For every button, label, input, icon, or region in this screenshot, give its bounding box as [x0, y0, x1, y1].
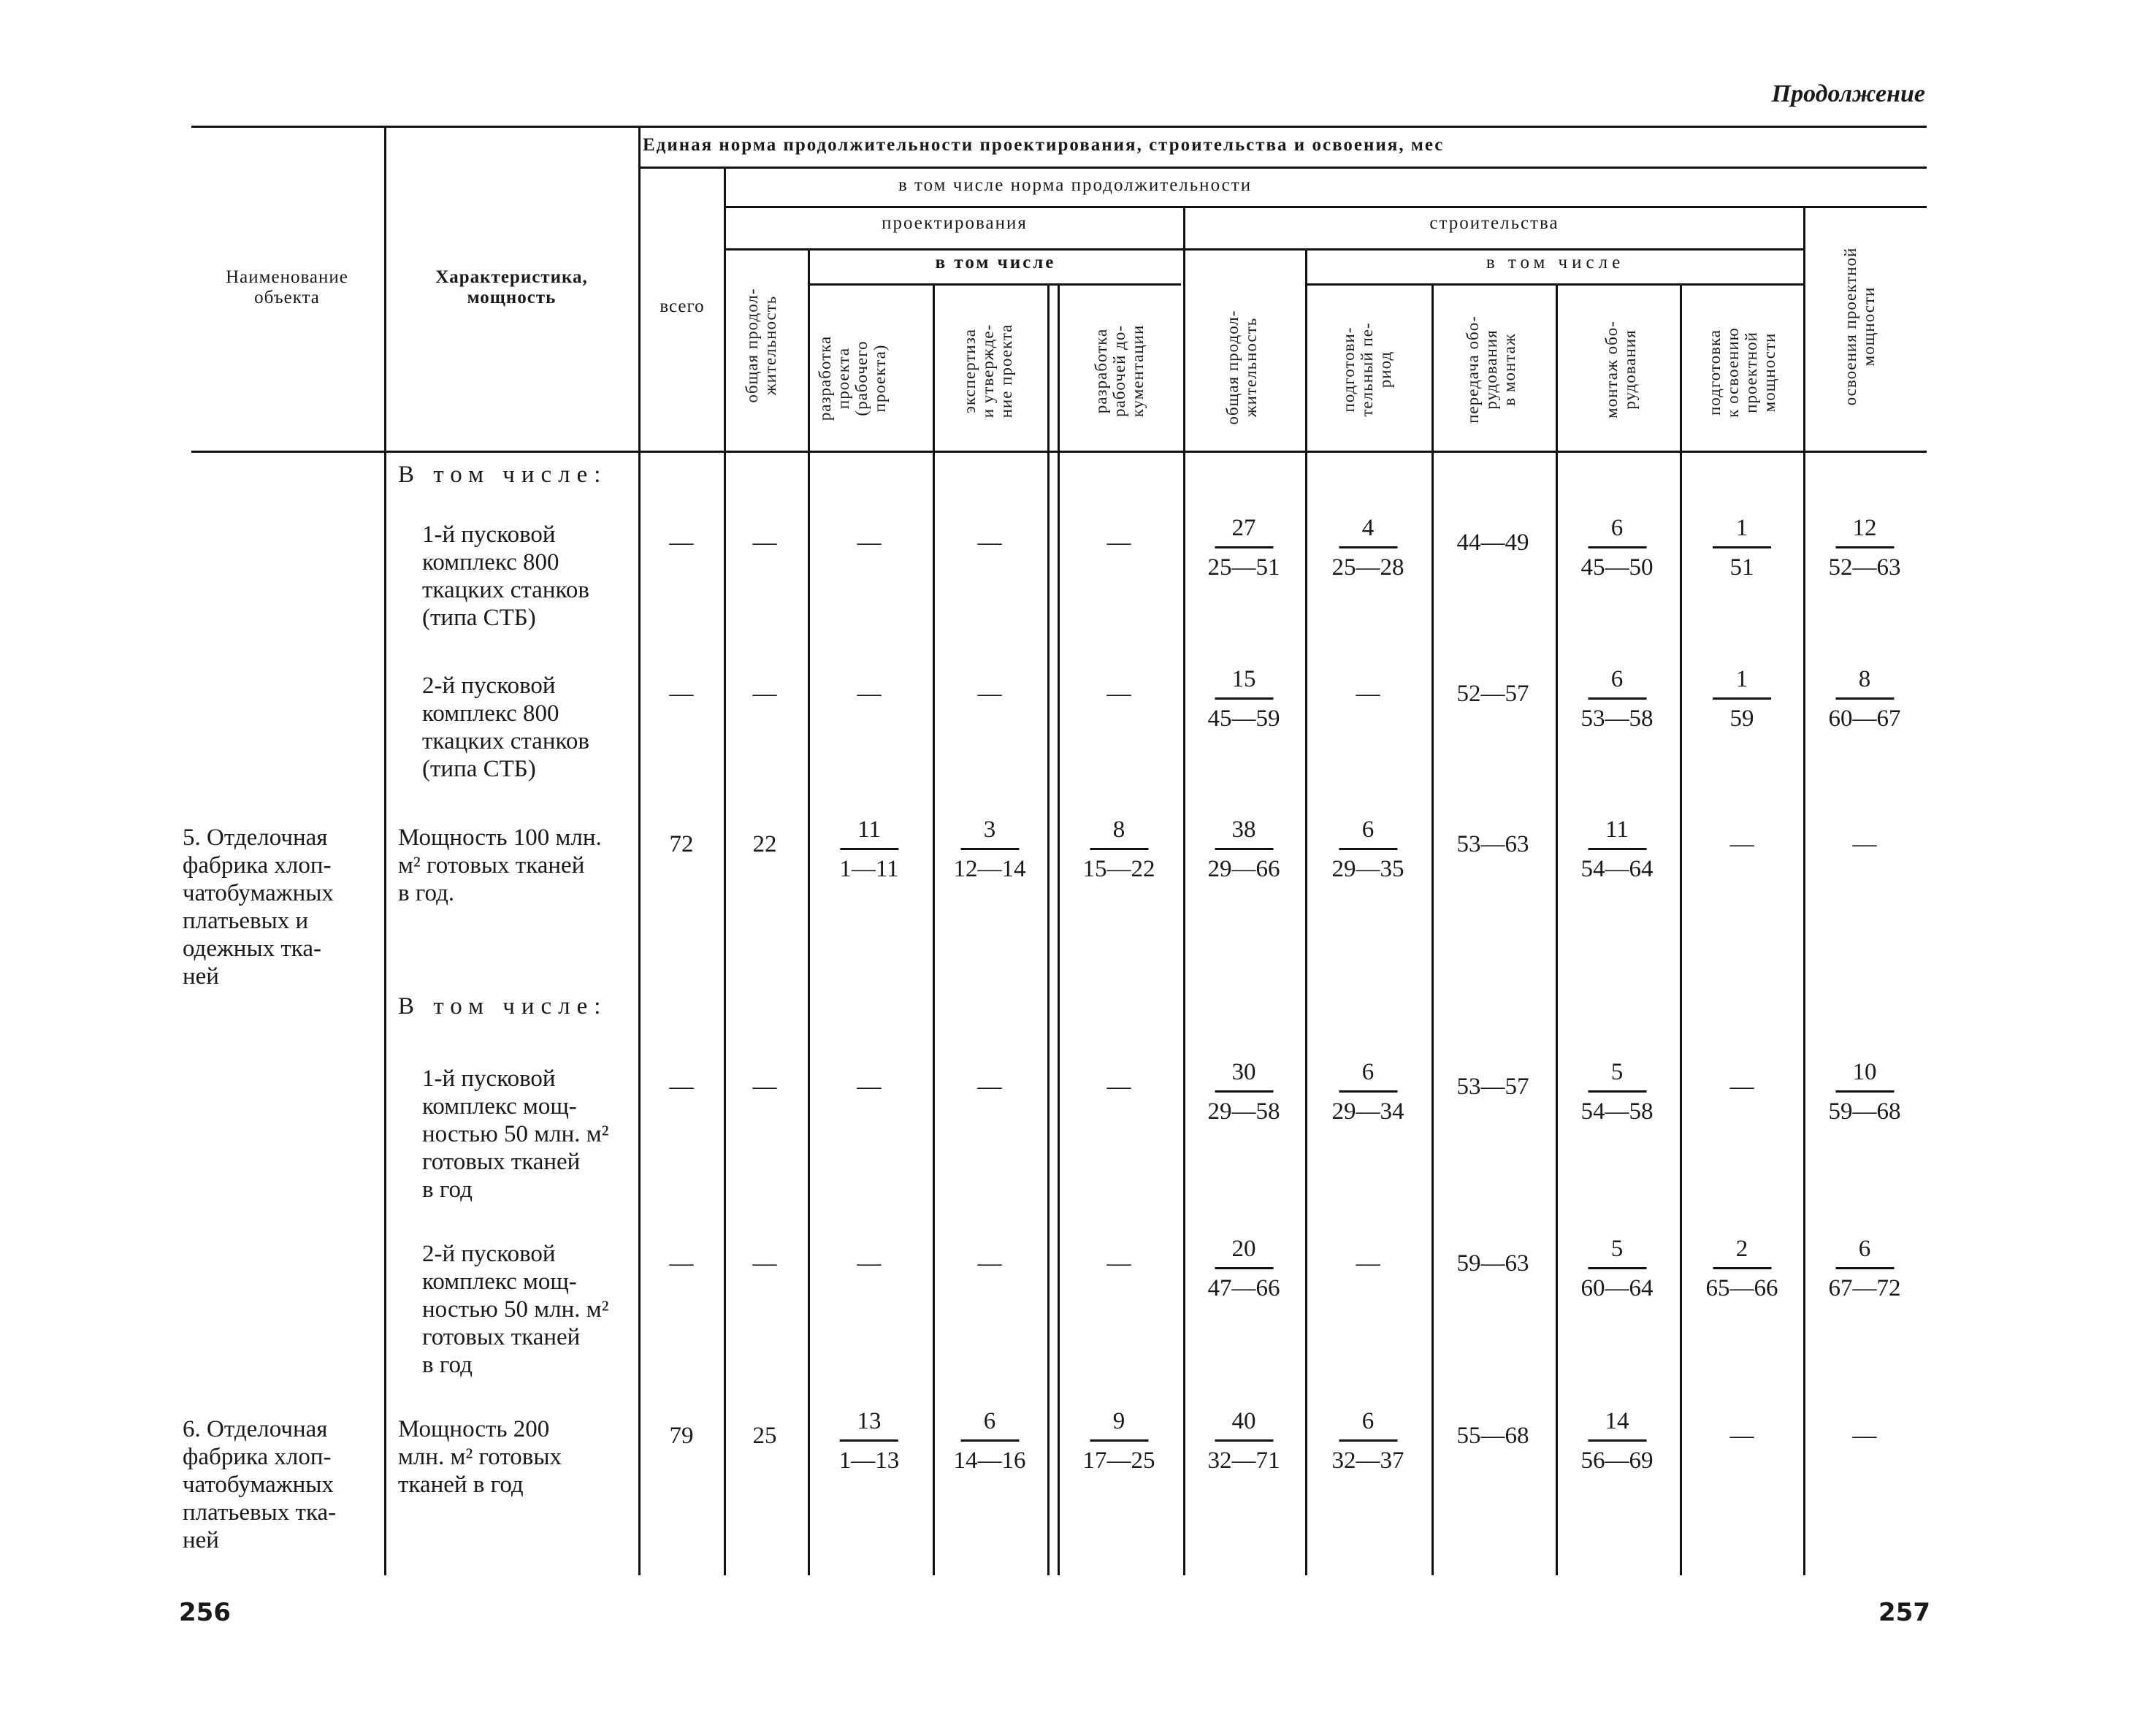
- cell-readiness: [1713, 515, 1771, 581]
- fraction-numerator: 15: [1215, 666, 1273, 700]
- fraction-numerator: 40: [1215, 1408, 1273, 1442]
- cell-equipment-transfer: 59—63: [1456, 1250, 1529, 1277]
- header-rule-3: [726, 248, 1803, 250]
- cell-total: —: [669, 1250, 694, 1277]
- fraction-numerator: 12: [1835, 515, 1894, 548]
- fraction-denominator: 51: [1729, 554, 1754, 581]
- header-equipment-install: монтаж обо- рудования: [1602, 321, 1639, 418]
- fraction-denominator: 29—58: [1207, 1098, 1280, 1125]
- header-design: проектирования: [882, 213, 1028, 233]
- col-divider-4: [808, 248, 810, 1575]
- header-rule-4: [810, 283, 1181, 286]
- cell-design-total: —: [752, 529, 777, 556]
- fraction-denominator: 56—69: [1580, 1447, 1654, 1474]
- cell-design-total: —: [752, 1074, 777, 1100]
- cell-construction-prep: —: [1356, 681, 1380, 707]
- cell-design-project: —: [857, 1250, 882, 1277]
- fraction-denominator: 54—58: [1580, 1098, 1654, 1125]
- header-readiness: подготовка к освоению проектной мощности: [1705, 327, 1778, 418]
- cell-design-total: —: [752, 681, 777, 707]
- fraction-numerator: 30: [1215, 1059, 1273, 1093]
- continuation-label: Продолжение: [1771, 80, 1925, 107]
- cell-total: 72: [669, 831, 694, 857]
- cell-construction-total: [1208, 1059, 1280, 1125]
- cell-construction-prep: —: [1356, 1250, 1380, 1277]
- row-object-name: 6. Отделочная фабрика хлоп- чатобумажных платьевых тка- ней: [183, 1416, 337, 1553]
- fraction-numerator: 2: [1713, 1236, 1771, 1269]
- fraction-denominator: 12—14: [953, 856, 1026, 882]
- fraction-denominator: 32—37: [1331, 1447, 1404, 1474]
- cell-design-expertise: [954, 1408, 1026, 1475]
- cell-mastering: [1829, 515, 1901, 581]
- subheading-row-1: В том числе:: [398, 462, 608, 488]
- cell-mastering: [1829, 1236, 1901, 1302]
- subheading-row-2: В том числе:: [398, 993, 608, 1020]
- row-characteristic: 1-й пусковой комплекс 800 ткацких станков (типа СТБ): [422, 521, 589, 631]
- col-divider-6: [1047, 283, 1050, 1575]
- cell-total: —: [669, 1074, 694, 1100]
- fraction-denominator: 1—11: [839, 856, 899, 882]
- cell-equipment-install: [1581, 1408, 1654, 1475]
- cell-total: —: [669, 681, 694, 707]
- row-characteristic: Мощность 200 млн. м² готовых тканей в год: [398, 1416, 562, 1498]
- fraction-numerator: 5: [1588, 1059, 1646, 1093]
- cell-readiness: —: [1729, 831, 1754, 857]
- cell-design-total: 25: [752, 1423, 777, 1449]
- cell-design-expertise: —: [977, 1074, 1002, 1100]
- cell-design-total: —: [752, 1250, 777, 1277]
- cell-total: —: [669, 529, 694, 556]
- cell-construction-prep: [1332, 816, 1404, 883]
- row-characteristic: 2-й пусковой комплекс мощ- ностью 50 млн. м² готовых тканей в год: [422, 1241, 609, 1378]
- header-including-construction: в том числе: [1486, 253, 1625, 272]
- cell-construction-prep: [1332, 1059, 1404, 1125]
- cell-equipment-transfer: 52—57: [1456, 681, 1529, 707]
- cell-construction-prep: [1332, 1408, 1404, 1475]
- fraction-denominator: 1—13: [838, 1447, 900, 1474]
- cell-design-expertise: —: [977, 529, 1002, 556]
- fraction-numerator: 8: [1090, 816, 1148, 850]
- cell-design-project: —: [857, 681, 882, 707]
- fraction-denominator: 29—66: [1207, 856, 1280, 882]
- fraction-denominator: 47—66: [1207, 1275, 1280, 1301]
- fraction-denominator: 17—25: [1082, 1447, 1155, 1474]
- cell-construction-total: [1208, 1236, 1280, 1302]
- col-divider-11: [1556, 283, 1558, 1575]
- cell-design-workdocs: —: [1106, 1250, 1131, 1277]
- fraction-denominator: 29—35: [1331, 856, 1404, 882]
- fraction-numerator: 9: [1090, 1408, 1148, 1442]
- fraction-numerator: 38: [1215, 816, 1273, 850]
- cell-construction-total: [1208, 1408, 1280, 1475]
- col-divider-1: [384, 126, 386, 1575]
- cell-readiness: —: [1729, 1423, 1754, 1449]
- col-divider-3: [724, 167, 726, 1575]
- col-divider-10: [1431, 283, 1434, 1575]
- col-divider-7: [1058, 283, 1060, 1575]
- fraction-denominator: 45—50: [1580, 554, 1654, 581]
- cell-design-project: —: [857, 1074, 882, 1100]
- fraction-denominator: 54—64: [1580, 856, 1654, 882]
- page-number-right: 257: [1878, 1598, 1930, 1627]
- fraction-denominator: 52—63: [1828, 554, 1901, 581]
- cell-readiness: [1706, 1236, 1778, 1302]
- cell-design-workdocs: [1083, 816, 1155, 883]
- cell-design-project: —: [857, 529, 882, 556]
- col-divider-12: [1680, 283, 1682, 1575]
- fraction-denominator: 59—68: [1828, 1098, 1901, 1125]
- cell-design-workdocs: —: [1106, 1074, 1131, 1100]
- row-characteristic: 2-й пусковой комплекс 800 ткацких станков (типа СТБ): [422, 673, 589, 782]
- col-divider-5: [933, 283, 935, 1575]
- cell-construction-total: [1208, 816, 1280, 883]
- header-including-norm: в том числе норма продолжительности: [898, 175, 1253, 195]
- fraction-denominator: 59: [1729, 705, 1754, 732]
- cell-equipment-install: [1581, 1059, 1654, 1125]
- fraction-denominator: 45—59: [1207, 705, 1280, 732]
- header-unified-norm: Единая норма продолжительности проектирования, строительства и освоения, мес: [643, 135, 1445, 155]
- row-characteristic: 1-й пусковой комплекс мощ- ностью 50 млн. м² готовых тканей в год: [422, 1066, 609, 1203]
- fraction-denominator: 29—34: [1331, 1098, 1404, 1125]
- fraction-denominator: 14—16: [953, 1447, 1026, 1474]
- cell-construction-prep: [1332, 515, 1404, 581]
- fraction-denominator: 60—64: [1580, 1275, 1654, 1301]
- header-design-workdocs: разработка рабочей до- кументации: [1092, 324, 1147, 418]
- header-total: всего: [660, 297, 705, 316]
- header-rule-1: [641, 167, 1927, 169]
- header-design-expertise: экспертиза и утвержде- ние проекта: [960, 324, 1015, 418]
- table-top-rule: [191, 126, 1927, 128]
- fraction-denominator: 25—51: [1207, 554, 1280, 581]
- header-equipment-transfer: передача обо- рудования в монтаж: [1464, 315, 1518, 424]
- cell-mastering: —: [1852, 831, 1877, 857]
- header-construction-prep: подготови- тельный пе- риод: [1339, 322, 1394, 417]
- cell-construction-total: [1208, 515, 1280, 581]
- cell-equipment-transfer: 53—63: [1456, 831, 1529, 857]
- page-number-left: 256: [179, 1598, 231, 1627]
- cell-design-workdocs: —: [1106, 681, 1131, 707]
- cell-readiness: —: [1729, 1074, 1754, 1100]
- row-object-name: 5. Отделочная фабрика хлоп- чатобумажных платьевых и одежных тка- ней: [183, 825, 334, 990]
- fraction-numerator: 6: [1835, 1236, 1894, 1269]
- fraction-denominator: 15—22: [1082, 856, 1155, 882]
- fraction-numerator: 10: [1835, 1059, 1894, 1093]
- fraction-denominator: 53—58: [1580, 705, 1654, 732]
- cell-mastering: —: [1852, 1423, 1877, 1449]
- header-construction: строительства: [1429, 213, 1559, 233]
- fraction-numerator: 6: [1339, 1059, 1397, 1093]
- fraction-numerator: 13: [840, 1408, 898, 1442]
- cell-readiness: [1713, 666, 1771, 733]
- fraction-numerator: 6: [960, 1408, 1019, 1442]
- fraction-numerator: 14: [1588, 1408, 1646, 1442]
- cell-design-project: [839, 1408, 900, 1475]
- fraction-denominator: 32—71: [1207, 1447, 1280, 1474]
- cell-equipment-transfer: 53—57: [1456, 1074, 1529, 1100]
- fraction-numerator: 5: [1588, 1236, 1646, 1269]
- fraction-numerator: 20: [1215, 1236, 1273, 1269]
- fraction-denominator: 25—28: [1331, 554, 1404, 581]
- row-characteristic: Мощность 100 млн. м² готовых тканей в год.: [398, 825, 602, 906]
- fraction-numerator: 6: [1339, 816, 1397, 850]
- header-mastering: освоения проектной мощности: [1841, 247, 1878, 406]
- cell-equipment-install: [1581, 1236, 1654, 1302]
- cell-design-workdocs: [1083, 1408, 1155, 1475]
- fraction-numerator: 11: [1588, 816, 1646, 850]
- cell-design-total: 22: [752, 831, 777, 857]
- col-divider-8: [1183, 206, 1185, 1575]
- cell-equipment-install: [1581, 515, 1654, 581]
- cell-mastering: [1829, 1059, 1901, 1125]
- cell-total: 79: [669, 1423, 694, 1449]
- cell-design-project: [839, 816, 898, 883]
- cell-equipment-install: [1581, 666, 1654, 733]
- col-divider-13: [1803, 206, 1805, 1575]
- fraction-numerator: 6: [1339, 1408, 1397, 1442]
- fraction-numerator: 27: [1215, 515, 1273, 548]
- header-including-design: в том числе: [935, 253, 1056, 272]
- cell-design-expertise: —: [977, 1250, 1002, 1277]
- cell-mastering: [1829, 666, 1901, 733]
- header-object-name: Наименование объекта: [226, 267, 348, 307]
- cell-equipment-transfer: 55—68: [1456, 1423, 1529, 1449]
- fraction-numerator: 4: [1339, 515, 1397, 548]
- fraction-numerator: 6: [1588, 515, 1646, 548]
- header-design-project: разработка проекта (рабочего проекта): [816, 335, 889, 421]
- fraction-numerator: 3: [960, 816, 1019, 850]
- cell-design-expertise: [954, 816, 1026, 883]
- fraction-numerator: 8: [1835, 666, 1894, 700]
- header-characteristic: Характеристика, мощность: [435, 267, 588, 307]
- fraction-numerator: 6: [1588, 666, 1646, 700]
- cell-design-workdocs: —: [1106, 529, 1131, 556]
- fraction-denominator: 67—72: [1828, 1275, 1901, 1301]
- fraction-denominator: 65—66: [1705, 1275, 1778, 1301]
- col-divider-2: [638, 126, 641, 1575]
- fraction-denominator: 60—67: [1828, 705, 1901, 732]
- fraction-numerator: 1: [1713, 666, 1771, 700]
- cell-construction-total: [1208, 666, 1280, 733]
- cell-equipment-transfer: 44—49: [1456, 529, 1529, 556]
- header-design-total: общая продол- жительность: [743, 288, 779, 403]
- fraction-numerator: 11: [840, 816, 898, 850]
- header-rule-2: [726, 206, 1927, 208]
- fraction-numerator: 1: [1713, 515, 1771, 548]
- header-construction-total: общая продол- жительность: [1223, 310, 1260, 425]
- cell-equipment-install: [1581, 816, 1654, 883]
- col-divider-9: [1305, 248, 1307, 1575]
- cell-design-expertise: —: [977, 681, 1002, 707]
